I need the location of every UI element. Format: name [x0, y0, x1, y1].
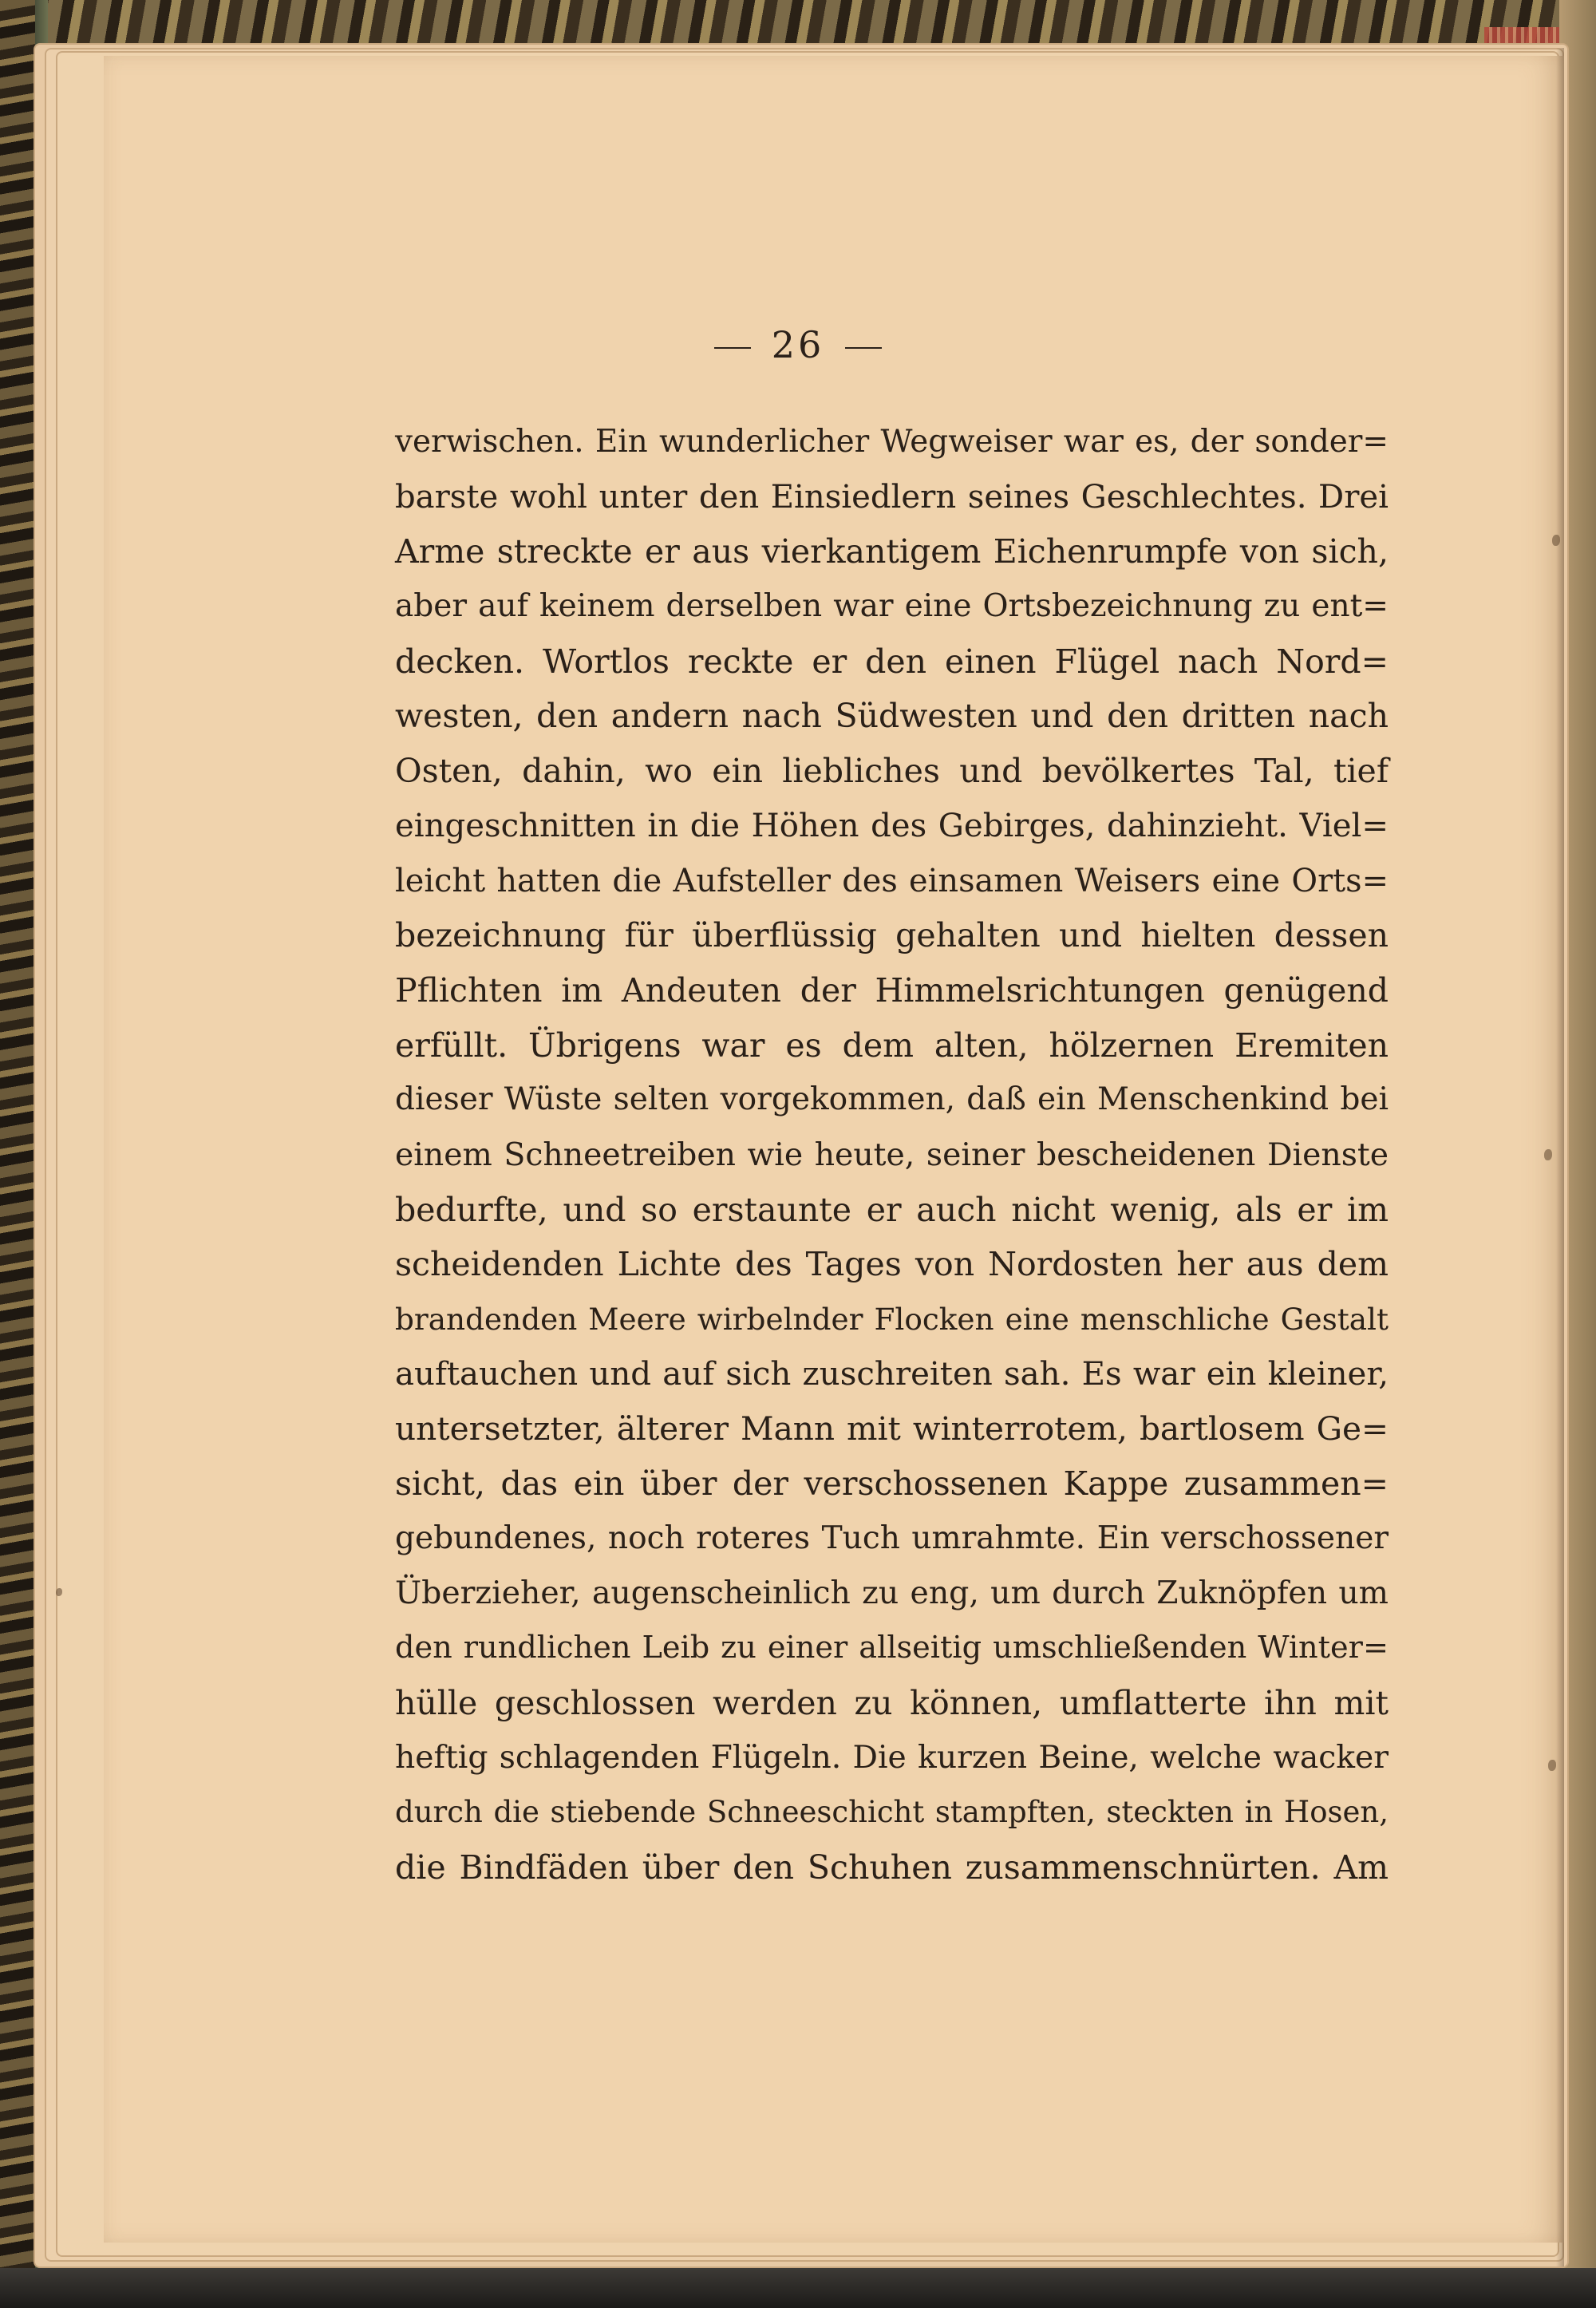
header-dash-left: [714, 347, 751, 349]
header-dash-right: [845, 347, 882, 349]
text-line: sicht, das ein über der verschossenen Kappe zusammen=: [395, 1464, 1389, 1504]
text-line: brandenden Meere wirbelnder Flocken eine menschliche Gestalt: [395, 1302, 1389, 1337]
text-line: einem Schneetreiben wie heute, seiner bescheidenen Dienste: [395, 1136, 1389, 1173]
text-line: Arme streckte er aus vierkantigem Eichenrumpfe von sich,: [395, 532, 1389, 571]
page-fold-shadow: [1556, 48, 1564, 2267]
page-number: 26: [771, 323, 825, 366]
text-line: leicht hatten die Aufsteller des einsamen Weisers eine Orts=: [395, 862, 1389, 899]
text-line: auftauchen und auf sich zuschreiten sah. Es war ein kleiner,: [395, 1355, 1389, 1393]
text-line: westen, den andern nach Südwesten und den dritten nach: [395, 697, 1389, 736]
text-line: aber auf keinem derselben war eine Ortsbezeichnung zu ent=: [395, 588, 1389, 625]
text-line: dieser Wüste selten vorgekommen, daß ein Menschenkind bei: [395, 1081, 1389, 1118]
page-header: [0, 323, 1596, 366]
paper-speck: [1552, 535, 1560, 546]
text-line: barste wohl unter den Einsiedlern seines Geschlechtes. Drei: [395, 478, 1389, 516]
text-line: bedurfte, und so erstaunte er auch nicht wenig, als er im: [395, 1190, 1389, 1229]
text-line: Osten, dahin, wo ein liebliches und bevölkertes Tal, tief: [395, 752, 1389, 791]
paper-speck: [56, 1588, 62, 1596]
text-line: erfüllt. Übrigens war es dem alten, hölzernen Eremiten: [395, 1026, 1389, 1065]
text-line: bezeichnung für überflüssig gehalten und hielten dessen: [395, 916, 1389, 955]
cover-top-edge: [0, 0, 1596, 48]
paper-speck: [1544, 1149, 1552, 1160]
text-line: Pflichten im Andeuten der Himmelsrichtungen genügend: [395, 970, 1389, 1010]
text-line: gebundenes, noch roteres Tuch umrahmte. Ein verschossener: [395, 1520, 1389, 1556]
text-line: durch die stiebende Schneeschicht stampften, steckten in Hosen,: [395, 1795, 1389, 1830]
text-line: Überzieher, augenscheinlich zu eng, um durch Zuknöpfen um: [395, 1575, 1389, 1612]
text-line: heftig schlagenden Flügeln. Die kurzen Beine, welche wacker: [395, 1739, 1389, 1776]
text-line: decken. Wortlos reckte er den einen Flügel nach Nord=: [395, 642, 1389, 681]
text-line: scheidenden Lichte des Tages von Nordosten her aus dem: [395, 1245, 1389, 1284]
text-line: verwischen. Ein wunderlicher Wegweiser war es, der sonder=: [395, 424, 1389, 460]
scan-bottom-edge: [0, 2268, 1596, 2308]
body-text: [395, 415, 1389, 1895]
text-line: die Bindfäden über den Schuhen zusammenschnürten. Am: [395, 1848, 1389, 1887]
text-line: eingeschnitten in die Höhen des Gebirges, dahinzieht. Viel=: [395, 807, 1389, 844]
text-line: den rundlichen Leib zu einer allseitig umschließenden Winter=: [395, 1630, 1389, 1666]
text-line: hülle geschlossen werden zu können, umflatterte ihn mit: [395, 1683, 1389, 1722]
text-line: untersetzter, älterer Mann mit winterrotem, bartlosem Ge=: [395, 1409, 1389, 1448]
paper-speck: [1548, 1760, 1556, 1771]
